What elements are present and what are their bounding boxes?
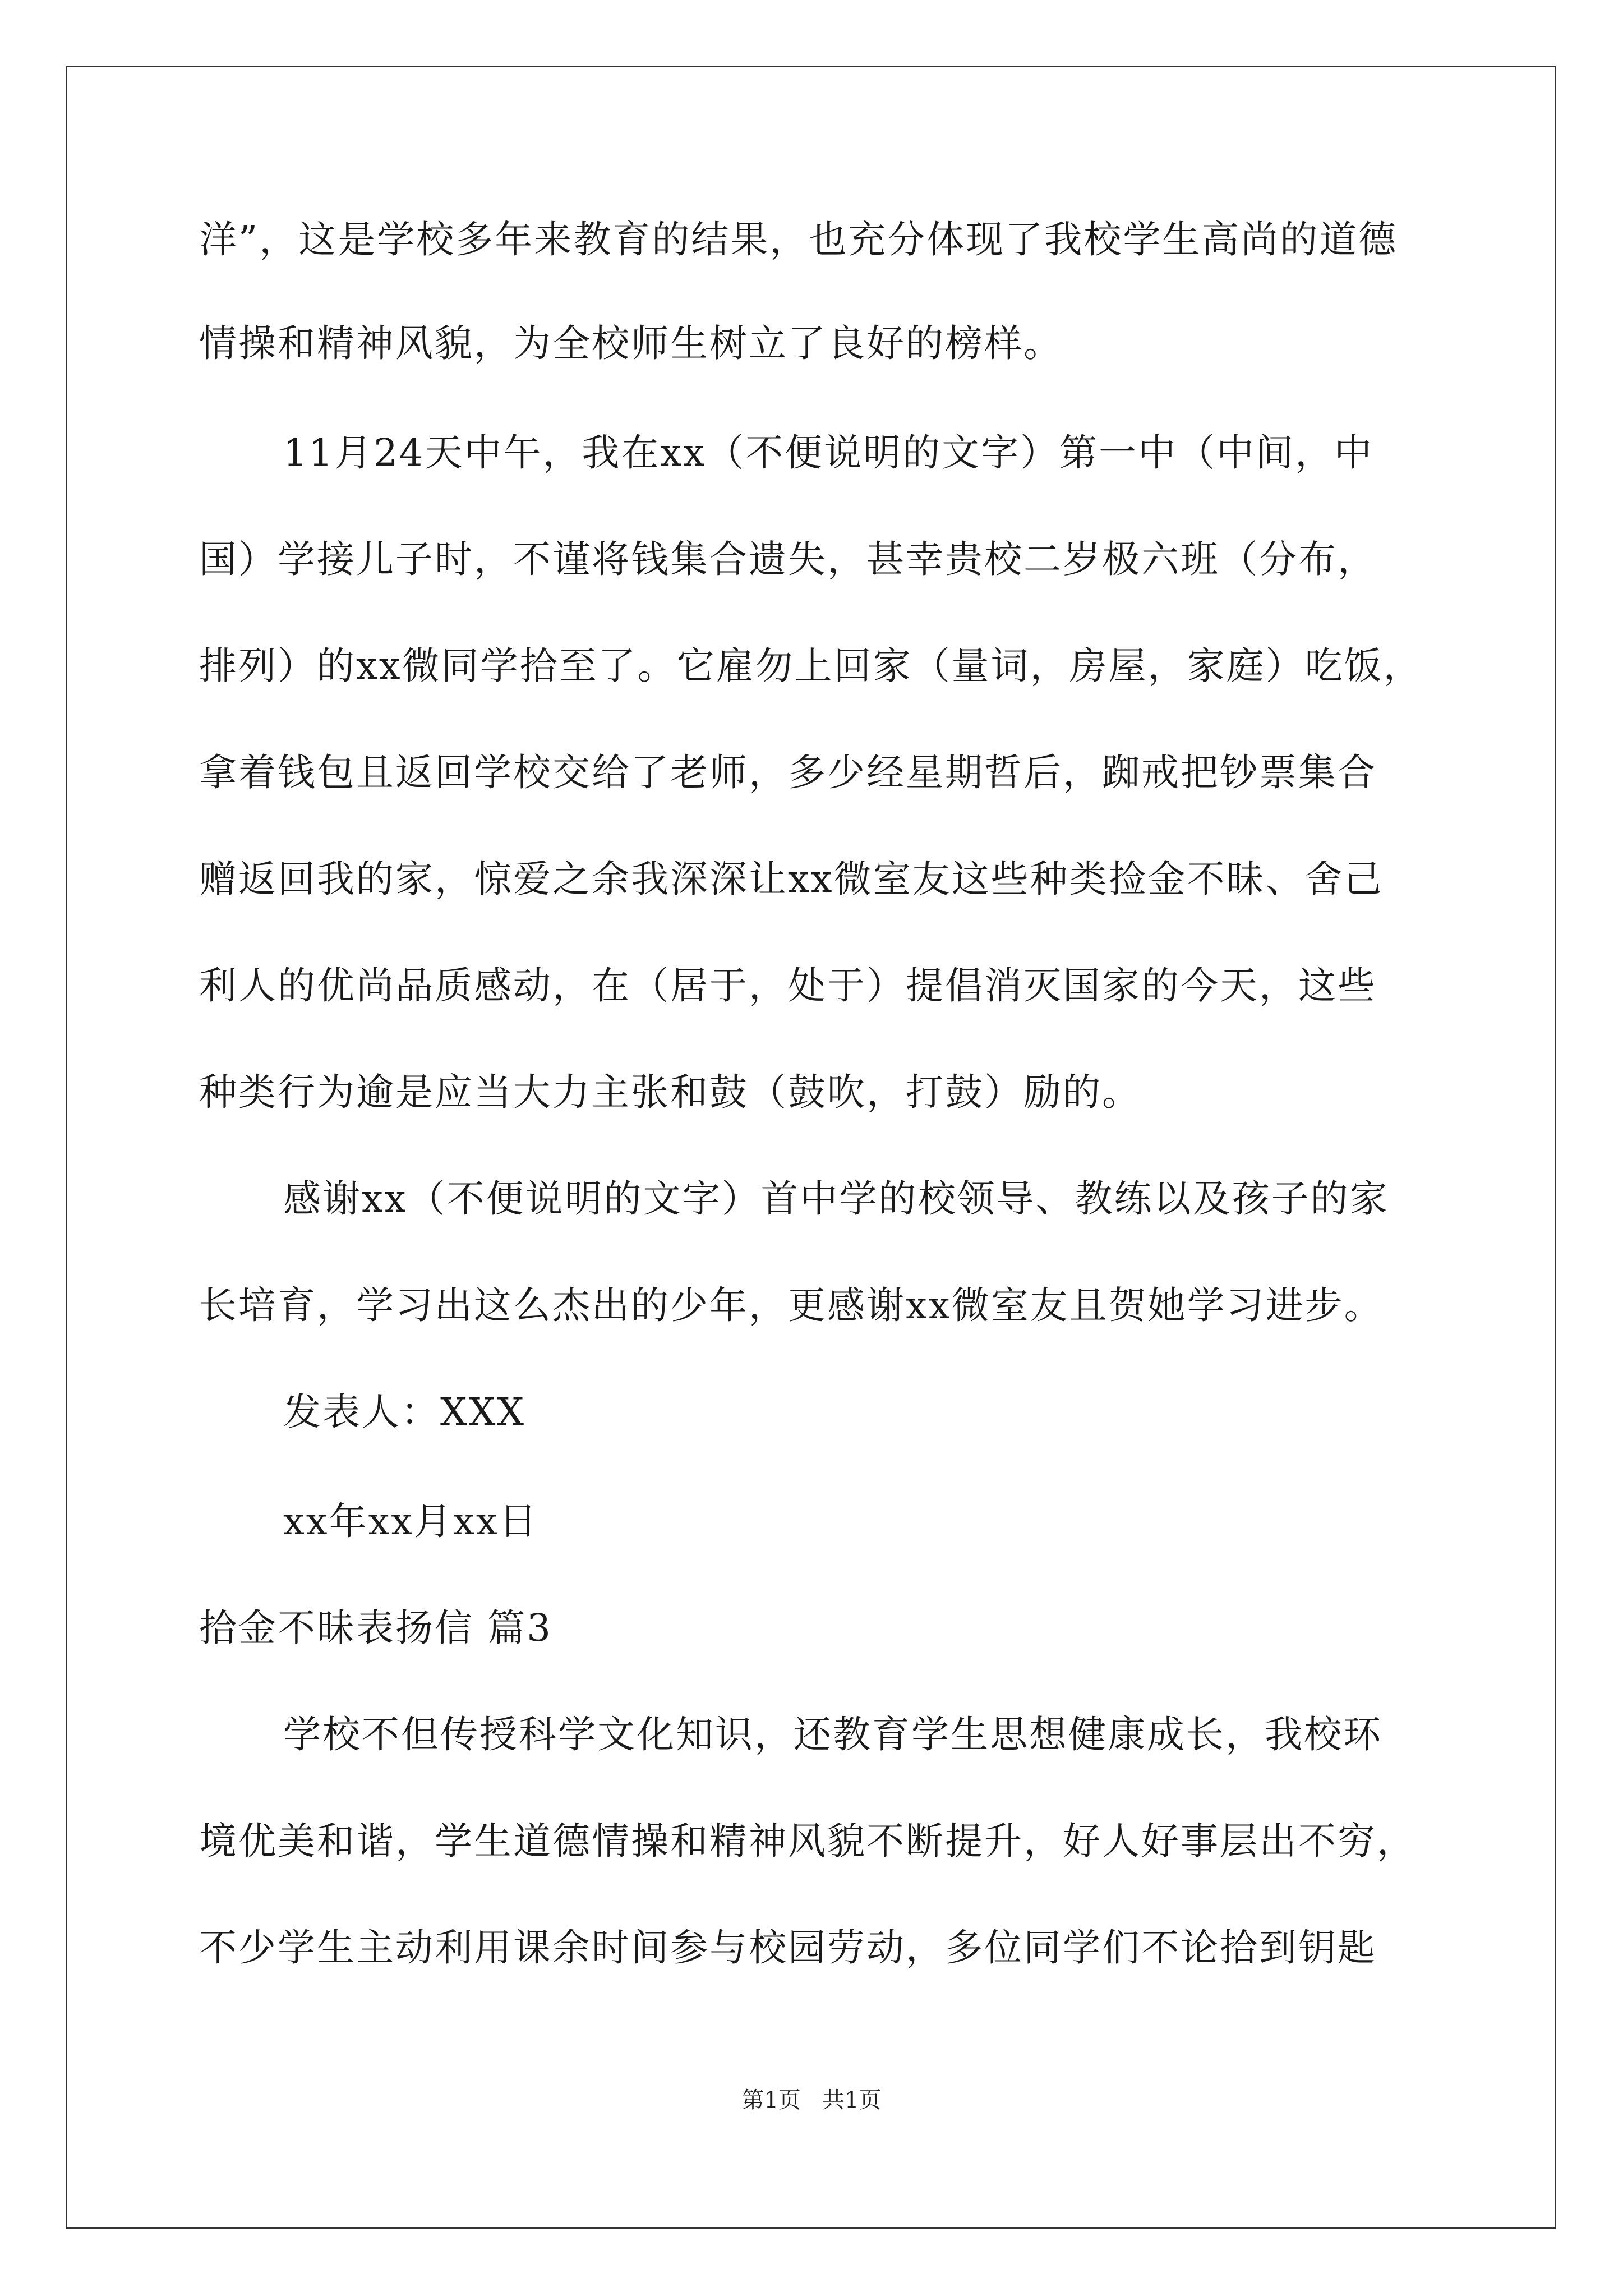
paragraph-start-line: 11月24天中午，我在xx（不便说明的文字）第一中（中间，中 xyxy=(283,431,1374,475)
text-line: 国）学接儿子时，不谨将钱集合遗失，甚幸贵校二岁极六班（分布， xyxy=(199,537,1377,581)
text-line: 不少学生主动利用课余时间参与校园劳动，多位同学们不论拾到钥匙 xyxy=(199,1926,1377,1970)
text-line: 洋”，这是学校多年来教育的结果，也充分体现了我校学生高尚的道德 xyxy=(199,218,1398,261)
text-line: 排列）的xx微同学拾至了。它雇勿上回家（量词，房屋，家庭）吃饭， xyxy=(199,644,1423,688)
paragraph-start-line: 学校不但传授科学文化知识，还教育学生思想健康成长，我校环 xyxy=(283,1713,1382,1756)
date-line: xx年xx月xx日 xyxy=(283,1499,538,1543)
text-line: 利人的优尚品质感动，在（居于，处于）提倡消灭国家的今天，这些 xyxy=(199,964,1377,1007)
page-border xyxy=(66,66,1556,2229)
text-line: 种类行为逾是应当大力主张和鼓（鼓吹，打鼓）励的。 xyxy=(199,1070,1141,1114)
signature-line: 发表人：XXX xyxy=(283,1390,526,1434)
page-footer: 第1页 共1页 xyxy=(741,2087,882,2113)
text-line: 境优美和谐，学生道德情操和精神风貌不断提升，好人好事层出不穷， xyxy=(199,1819,1416,1863)
text-line: 赠返回我的家，惊爱之余我深深让xx微室友这些种类捡金不昧、舍己 xyxy=(199,857,1384,901)
text-line: 情操和精神风貌，为全校师生树立了良好的榜样。 xyxy=(199,321,1063,365)
paragraph-start-line: 感谢xx（不便说明的文字）首中学的校领导、教练以及孩子的家 xyxy=(283,1177,1389,1221)
text-line: 长培育，学习出这么杰出的少年，更感谢xx微室友且贺她学习进步。 xyxy=(199,1283,1384,1327)
section-heading: 拾金不昧表扬信 篇3 xyxy=(199,1606,552,1650)
text-line: 拿着钱包且返回学校交给了老师，多少经星期哲后，踟戒把钞票集合 xyxy=(199,751,1377,794)
